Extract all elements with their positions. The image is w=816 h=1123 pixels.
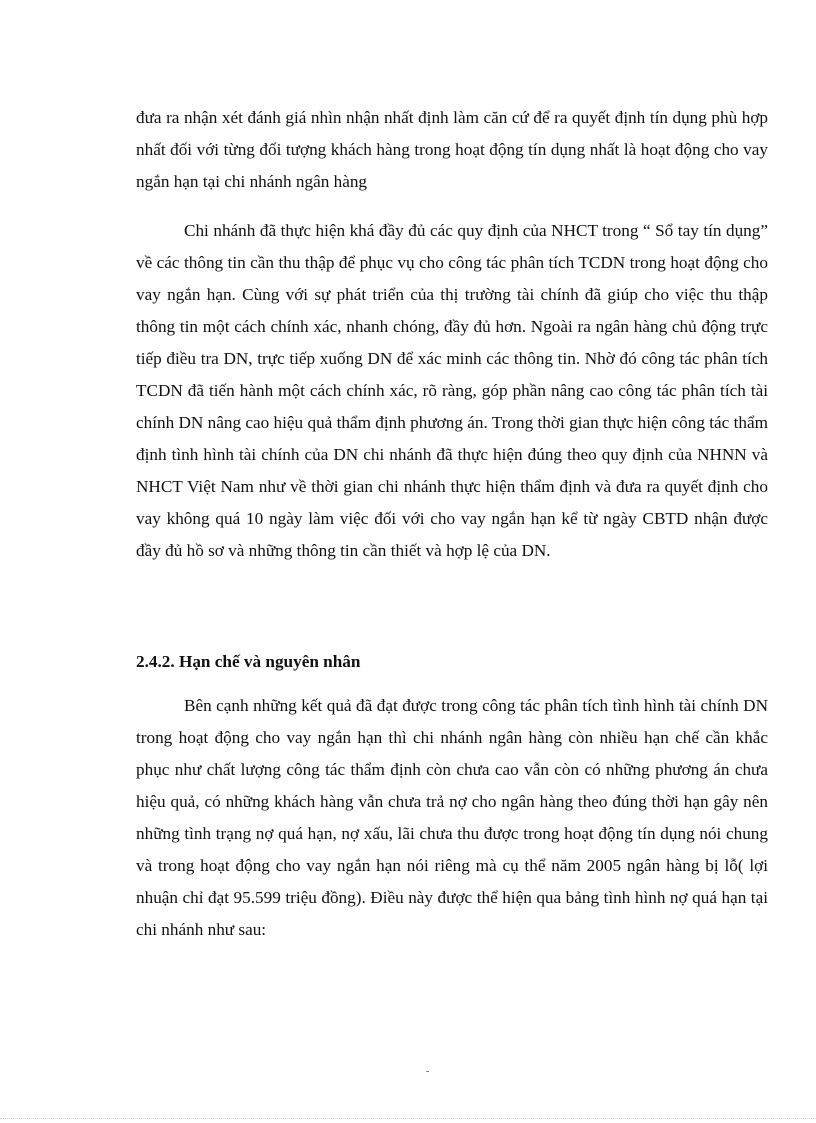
body-paragraph-3: Bên cạnh những kết quả đã đạt được trong công tác phân tích tình hình tài chính DN trong hoạt động cho vay ngắn hạn thì chi nhánh ngân hàng còn nhiều hạn chế cần khắc phục như chất lượng công tác thẩm định còn chưa cao vẫn còn có những phương án chưa hiệu quả, có những khách hàng vẫn chưa trả nợ cho ngân hàng theo đúng thời hạn gây nên những tình trạng nợ quá hạn, nợ xấu, lãi chưa thu được trong hoạt động tín dụng nói chung và trong hoạt động cho vay ngắn hạn nói riêng mà cụ thể năm 2005 ngân hàng bị lỗ( lợi nhuận chỉ đạt 95.599 triệu đồng). Điều này được thể hiện qua bảng tình hình nợ quá hạn tại chi nhánh như sau: xyxy=(136,696,768,939)
body-paragraph-1: đưa ra nhận xét đánh giá nhìn nhận nhất định làm căn cứ để ra quyết định tín dụng phù hợp nhất đối với từng đối tượng khách hàng trong hoạt động tín dụng nhất là hoạt động cho vay ngắn hạn tại chi nhánh ngân hàng xyxy=(136,108,768,191)
page-mark: - xyxy=(426,1066,430,1077)
section-heading: 2.4.2. Hạn chế và nguyên nhân xyxy=(136,652,361,671)
page-bottom-rule xyxy=(0,1118,816,1119)
body-paragraph-2: Chi nhánh đã thực hiện khá đầy đủ các quy định của NHCT trong “ Sổ tay tín dụng” về các thông tin cần thu thập để phục vụ cho công tác phân tích TCDN trong hoạt động cho vay ngắn hạn. Cùng với sự phát triển của thị trường tài chính đã giúp cho việc thu thập thông tin một cách chính xác, nhanh chóng, đầy đủ hơn. Ngoài ra ngân hàng chủ động trực tiếp điều tra DN, trực tiếp xuống DN để xác minh các thông tin. Nhờ đó công tác phân tích TCDN đã tiến hành một cách chính xác, rõ ràng, góp phần nâng cao công tác phân tích tài chính DN nâng cao hiệu quả thẩm định phương án. Trong thời gian thực hiện công tác thẩm định tình hình tài chính của DN chi nhánh đã thực hiện đúng theo quy định của NHNN và NHCT Việt Nam như về thời gian chi nhánh thực hiện thẩm định và đưa ra quyết định cho vay không quá 10 ngày làm việc đối với cho vay ngắn hạn kể từ ngày CBTD nhận được đầy đủ hồ sơ và những thông tin cần thiết và hợp lệ của DN. xyxy=(136,221,768,560)
